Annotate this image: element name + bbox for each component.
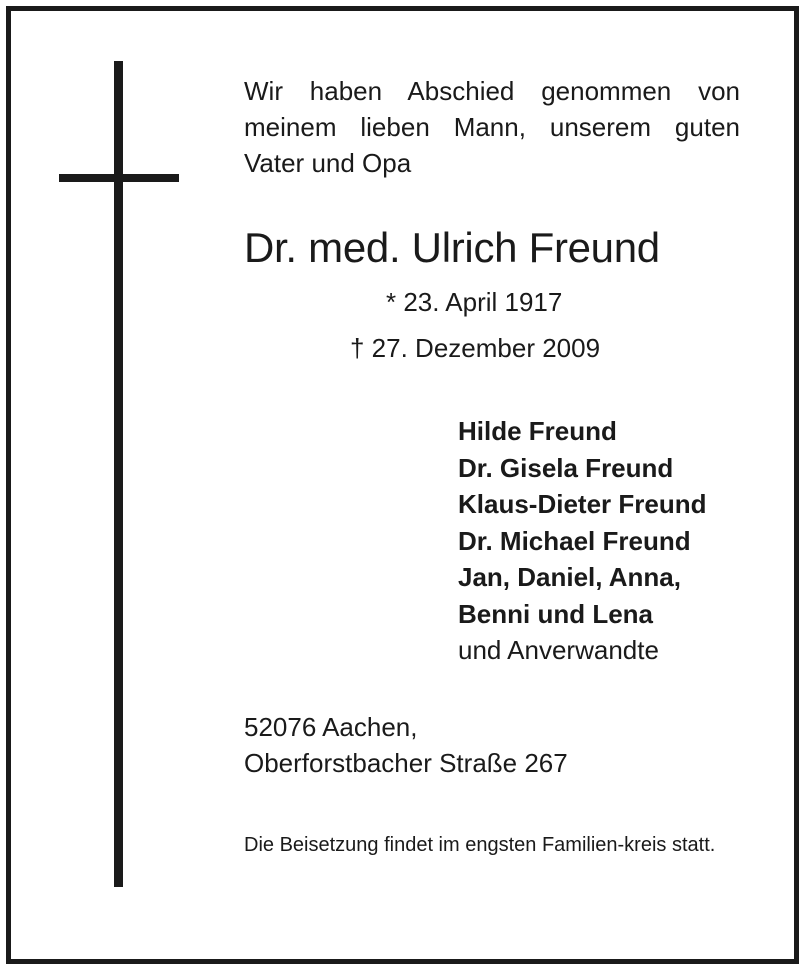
family-member: Klaus-Dieter Freund <box>458 489 707 519</box>
funeral-notice: Die Beisetzung findet im engsten Familien-kreis statt. <box>244 834 716 856</box>
address-block <box>244 709 568 781</box>
birth-date: * 23. April 1917 <box>386 287 563 317</box>
intro-text: Wir haben Abschied genommen von meinem lieben Mann, unserem guten Vater und Opa <box>244 76 740 178</box>
family-member: Benni und Lena <box>458 598 653 629</box>
family-member: Dr. Gisela Freund <box>458 452 674 483</box>
relatives-line: und Anverwandte <box>458 635 659 665</box>
family-member: Hilde Freund <box>458 416 617 446</box>
cross-icon-horizontal-beam <box>59 174 179 182</box>
family-member: Jan, Daniel, Anna, <box>458 562 681 592</box>
cross-icon-vertical-beam <box>114 61 123 887</box>
address-city: 52076 Aachen, <box>244 712 418 742</box>
death-date: † 27. Dezember 2009 <box>350 333 601 363</box>
family-list <box>458 413 707 669</box>
address-street: Oberforstbacher Straße 267 <box>244 748 568 778</box>
deceased-name: Dr. med. Ulrich Freund <box>244 224 660 271</box>
family-member: Dr. Michael Freund <box>458 525 691 556</box>
